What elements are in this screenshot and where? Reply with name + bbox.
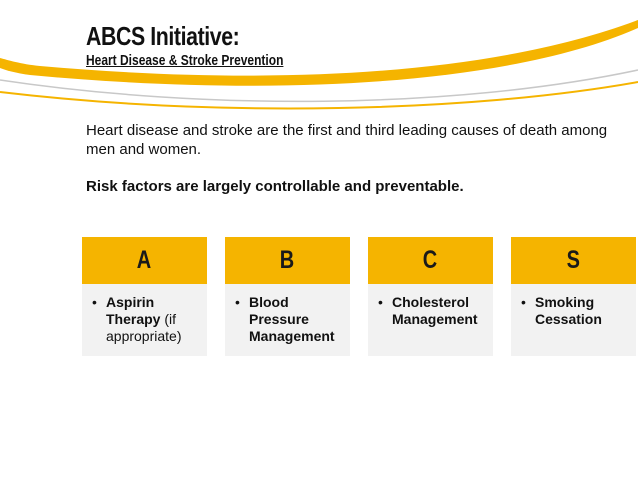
- card-item-bold: Blood Pressure Management: [249, 294, 335, 344]
- abcs-card-c: [368, 237, 493, 356]
- abcs-card-a: [82, 237, 207, 356]
- risk-factors-statement: Risk factors are largely controllable and preventable.: [86, 178, 464, 195]
- card-item-text: [106, 294, 201, 345]
- slide-subtitle: Heart Disease & Stroke Prevention: [86, 52, 284, 69]
- card-item-bold: Smoking Cessation: [535, 294, 602, 327]
- bullet-glyph: •: [521, 294, 526, 310]
- bullet-glyph: •: [235, 294, 240, 310]
- abcs-card-b: [225, 237, 350, 356]
- card-item-text: [535, 294, 630, 328]
- card-header: [368, 237, 493, 284]
- card-letter: C: [423, 246, 438, 274]
- card-bullet-item: [92, 294, 201, 345]
- card-header: [82, 237, 207, 284]
- intro-text: [86, 121, 616, 196]
- bullet-glyph: •: [378, 294, 383, 310]
- card-item-text: [249, 294, 344, 345]
- card-letter: A: [137, 246, 152, 274]
- abcs-card-s: [511, 237, 636, 356]
- intro-paragraph: Heart disease and stroke are the first and third leading causes of death among men and women.: [86, 122, 608, 158]
- card-body: [82, 284, 207, 356]
- card-item-note: (if appropriate): [106, 311, 182, 344]
- card-item-text: [392, 294, 487, 328]
- card-header: [511, 237, 636, 284]
- slide-title: ABCS Initiative:: [86, 21, 240, 51]
- card-body: [368, 284, 493, 356]
- card-item-bold: Cholesterol Management: [392, 294, 478, 327]
- card-bullet-item: [235, 294, 344, 345]
- card-letter: S: [566, 246, 581, 274]
- card-letter: B: [280, 246, 295, 274]
- card-body: [225, 284, 350, 356]
- card-bullet-item: [378, 294, 487, 328]
- card-header: [225, 237, 350, 284]
- title-block: [86, 22, 333, 70]
- bullet-glyph: •: [92, 294, 97, 310]
- card-bullet-item: [521, 294, 630, 328]
- card-item-bold: Aspirin Therapy: [106, 294, 161, 327]
- card-body: [511, 284, 636, 356]
